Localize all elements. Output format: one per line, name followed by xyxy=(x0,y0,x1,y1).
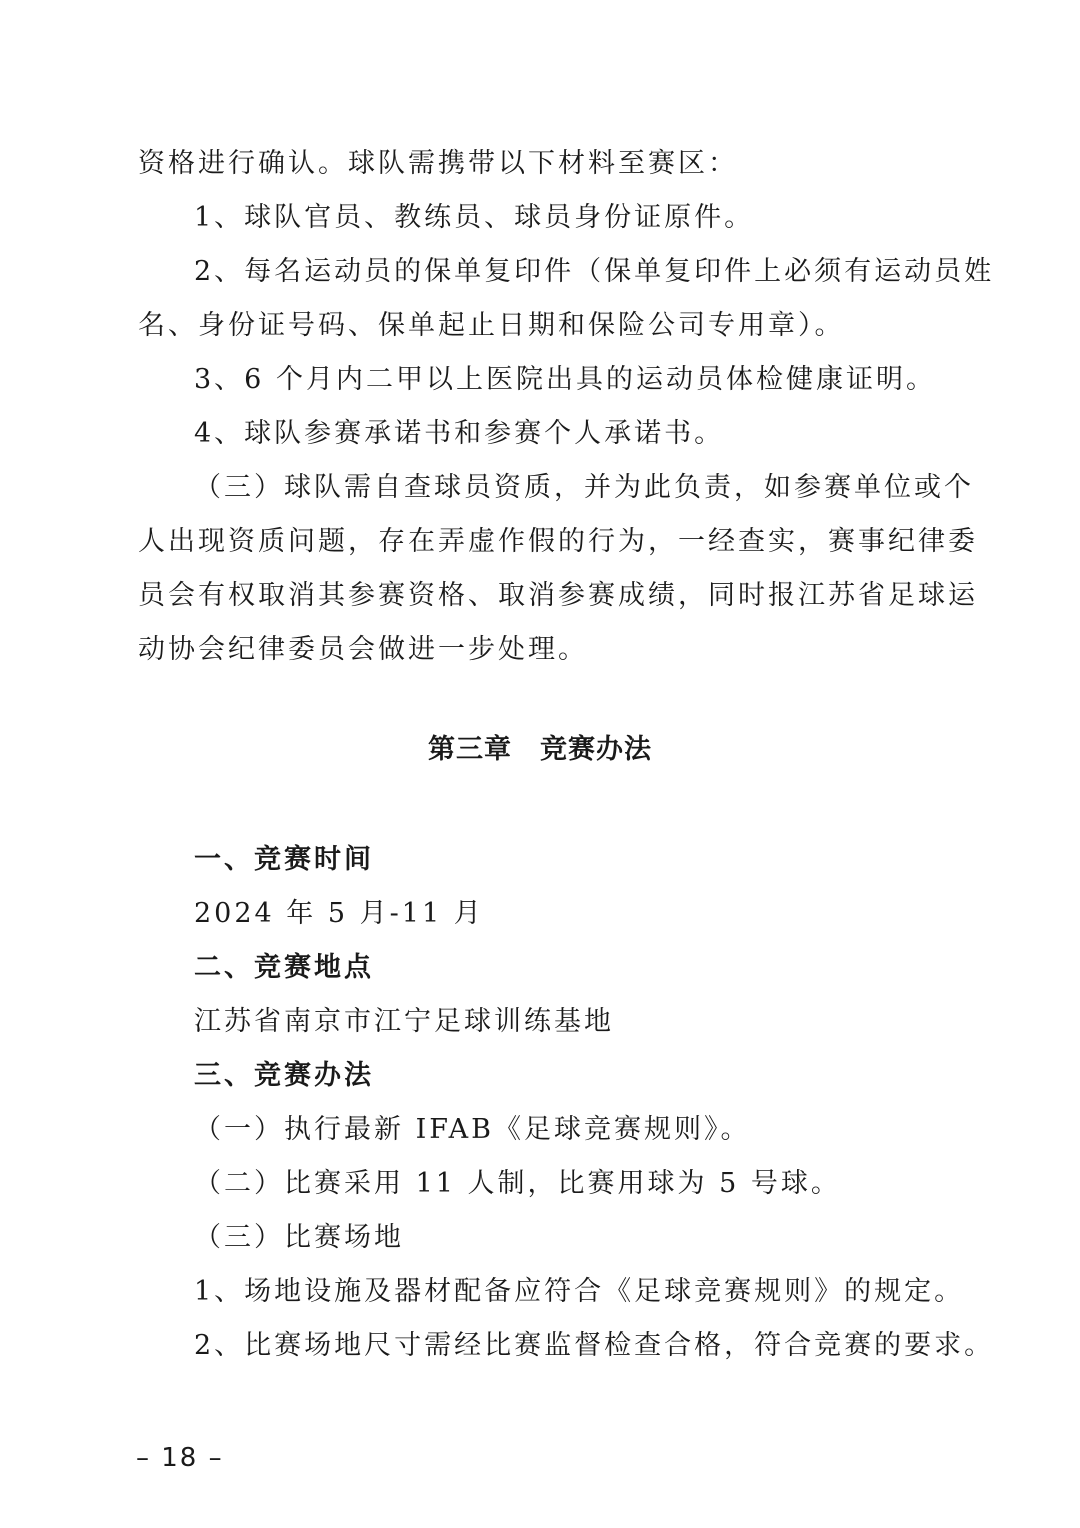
section-heading-place: 二、竞赛地点 xyxy=(194,952,374,983)
page-number: – 18 – xyxy=(136,1443,224,1473)
section-value-time: 2024 年 5 月-11 月 xyxy=(194,898,484,929)
section-value-place: 江苏省南京市江宁足球训练基地 xyxy=(194,1006,614,1037)
method-item: （三）比赛场地 xyxy=(194,1222,404,1253)
venue-item: 1、场地设施及器材配备应符合《足球竞赛规则》的规定。 xyxy=(194,1276,965,1307)
paragraph-line: 动协会纪律委员会做进一步处理。 xyxy=(138,634,588,665)
list-item: 4、球队参赛承诺书和参赛个人承诺书。 xyxy=(194,418,725,449)
paragraph-line: （三）球队需自查球员资质，并为此负责，如参赛单位或个 xyxy=(194,472,974,503)
method-item: （一）执行最新 IFAB《足球竞赛规则》。 xyxy=(194,1114,751,1145)
section-heading-time: 一、竞赛时间 xyxy=(194,844,374,875)
section-heading-method: 三、竞赛办法 xyxy=(194,1060,374,1091)
venue-item: 2、比赛场地尺寸需经比赛监督检查合格，符合竞赛的要求。 xyxy=(194,1330,995,1361)
method-item: （二）比赛采用 11 人制，比赛用球为 5 号球。 xyxy=(194,1168,841,1199)
list-item-continuation: 名、身份证号码、保单起止日期和保险公司专用章）。 xyxy=(138,310,845,341)
list-item: 3、6 个月内二甲以上医院出具的运动员体检健康证明。 xyxy=(194,364,936,395)
paragraph-line: 资格进行确认。球队需携带以下材料至赛区： xyxy=(138,148,738,179)
paragraph-line: 员会有权取消其参赛资格、取消参赛成绩，同时报江苏省足球运 xyxy=(138,580,978,611)
list-item: 2、每名运动员的保单复印件（保单复印件上必须有运动员姓 xyxy=(194,256,995,287)
list-item: 1、球队官员、教练员、球员身份证原件。 xyxy=(194,202,755,233)
paragraph-line: 人出现资质问题，存在弄虚作假的行为，一经查实，赛事纪律委 xyxy=(138,526,978,557)
chapter-title: 第三章 竞赛办法 xyxy=(428,734,652,765)
